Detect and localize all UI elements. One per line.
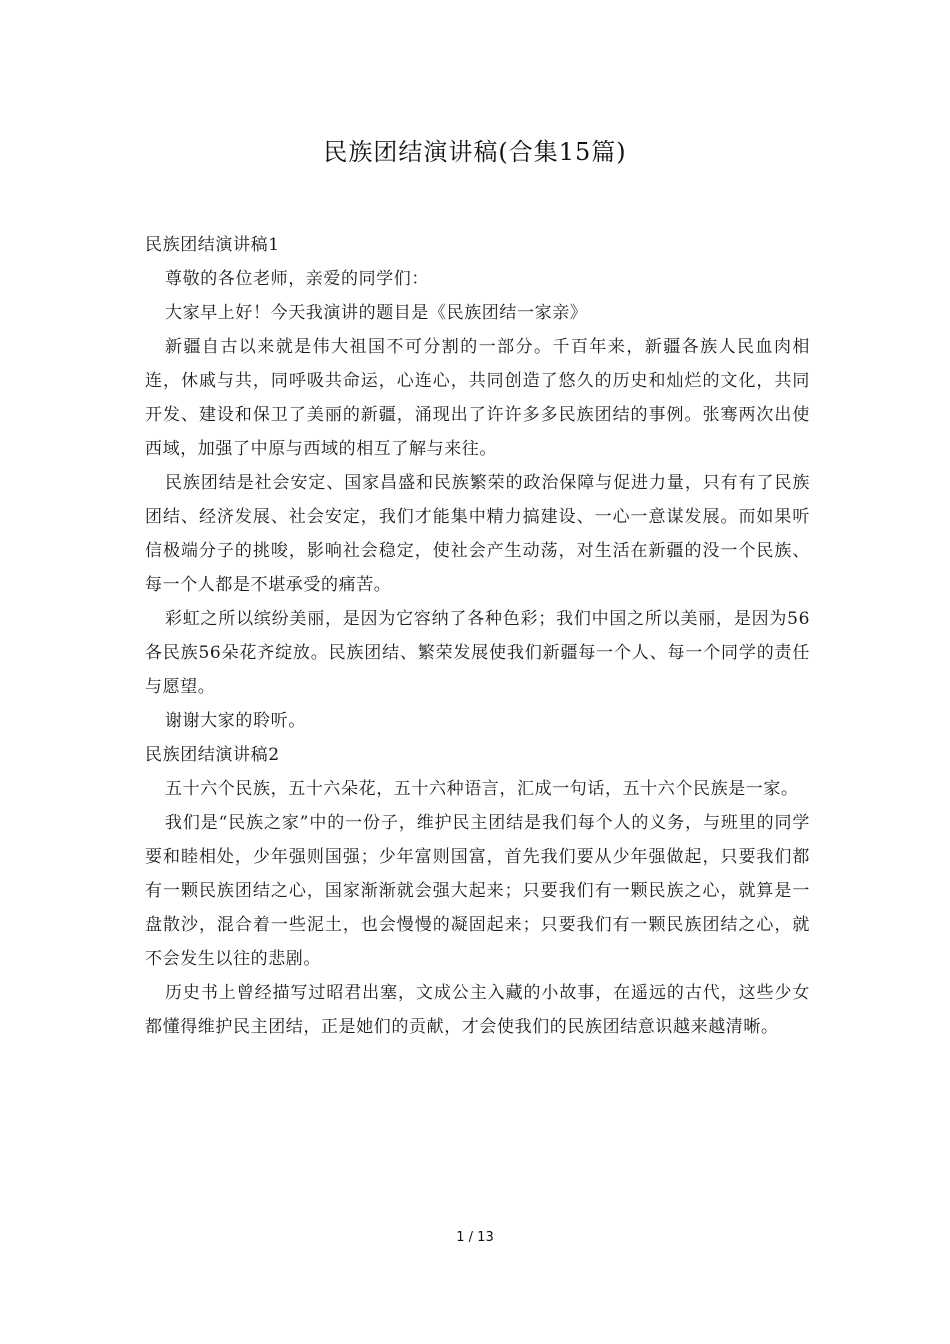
section-heading: 民族团结演讲稿2 [145, 745, 280, 765]
paragraph: 谢谢大家的聆听。 [165, 711, 306, 731]
paragraph: 尊敬的各位老师，亲爱的同学们： [165, 269, 429, 289]
page-number: 1 / 13 [456, 1230, 494, 1245]
paragraph: 新疆自古以来就是伟大祖国不可分割的一部分。千百年来，新疆各族人民血肉相连，休戚与共，同呼吸共命运，心连心，共同创造了悠久的历史和灿烂的文化，共同开发、建设和保卫了美丽的新疆，涌现出了许许多多民族团结的事例。张骞两次出使西域，加强了中原与西域的相互了解与来往。 [145, 337, 810, 459]
paragraph: 大家早上好！今天我演讲的题目是《民族团结一家亲》 [165, 303, 588, 323]
paragraph: 我们是“民族之家”中的一份子，维护民主团结是我们每个人的义务，与班里的同学要和睦相处，少年强则国强；少年富则国富，首先我们要从少年强做起，只要我们都有一颗民族团结之心，国家渐渐就会强大起来；只要我们有一颗民族之心，就算是一盘散沙，混合着一些泥土，也会慢慢的凝固起来；只要我们有一颗民族团结之心，就不会发生以往的悲剧。 [145, 813, 810, 969]
paragraph: 民族团结是社会安定、国家昌盛和民族繁荣的政治保障与促进力量，只有有了民族团结、经济发展、社会安定，我们才能集中精力搞建设、一心一意谋发展。而如果听信极端分子的挑唆，影响社会稳定，使社会产生动荡，对生活在新疆的没一个民族、每一个人都是不堪承受的痛苦。 [145, 473, 810, 595]
section-heading: 民族团结演讲稿1 [145, 235, 280, 255]
document-body [145, 228, 810, 1044]
document-title: 民族团结演讲稿(合集15篇) [323, 138, 627, 166]
paragraph: 历史书上曾经描写过昭君出塞，文成公主入藏的小故事，在遥远的古代，这些少女都懂得维护民主团结，正是她们的贡献，才会使我们的民族团结意识越来越清晰。 [145, 983, 810, 1037]
paragraph: 五十六个民族，五十六朵花，五十六种语言，汇成一句话，五十六个民族是一家。 [165, 779, 799, 799]
paragraph: 彩虹之所以缤纷美丽，是因为它容纳了各种色彩；我们中国之所以美丽，是因为56各民族56朵花齐绽放。民族团结、繁荣发展使我们新疆每一个人、每一个同学的责任与愿望。 [145, 609, 810, 697]
